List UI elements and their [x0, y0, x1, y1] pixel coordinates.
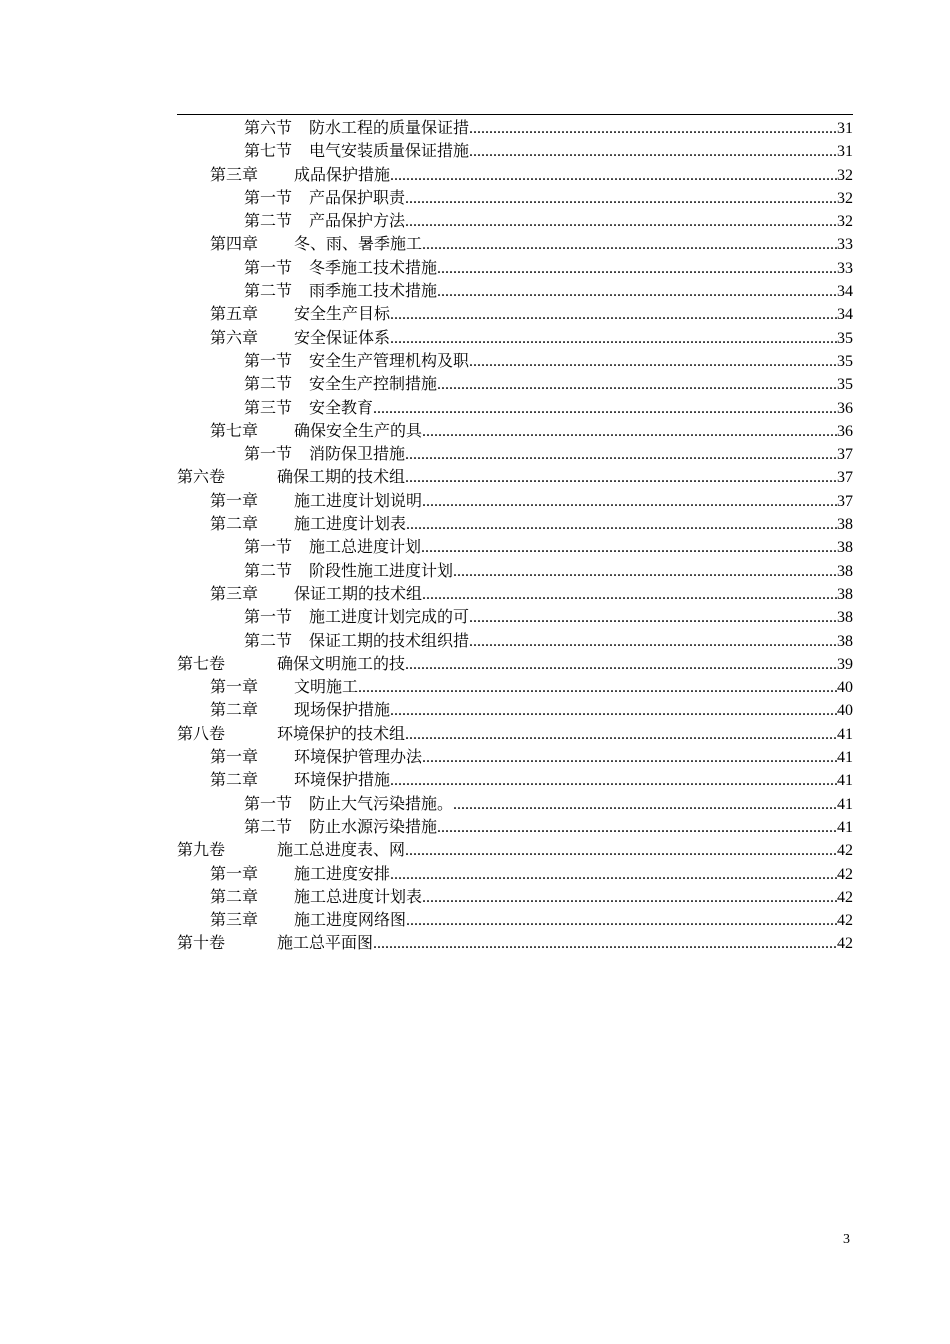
- toc-entry-number: 第六节: [244, 118, 293, 137]
- toc-dot-leader: [406, 513, 837, 536]
- toc-entry-number: 第一节: [244, 257, 293, 277]
- toc-entry[interactable]: [177, 139, 853, 162]
- toc-entry-title: 阶段性施工进度计划: [309, 560, 454, 580]
- toc-dot-leader: [405, 210, 837, 233]
- toc-entry[interactable]: [177, 372, 853, 395]
- toc-entry-page: 36: [837, 399, 853, 417]
- toc-entry-page: 35: [837, 352, 853, 370]
- toc-entry[interactable]: [177, 349, 853, 372]
- toc-entry[interactable]: [177, 163, 853, 186]
- toc-entry-number: 第一节: [244, 187, 293, 207]
- toc-entry-title: 冬季施工技术措施: [309, 257, 438, 277]
- page-number: 3: [843, 1232, 850, 1247]
- toc-entry-number: 第三章: [210, 164, 259, 184]
- toc-entry-title: 环境保护措施: [294, 770, 391, 790]
- toc-entry[interactable]: [177, 838, 853, 861]
- toc-dot-leader: [422, 490, 837, 513]
- toc-entry-number: 第一节: [244, 444, 293, 464]
- toc-entry-title: 施工总进度计划表: [294, 886, 423, 906]
- toc-entry-page: 42: [837, 935, 853, 953]
- toc-dot-leader: [406, 909, 837, 932]
- toc-entry[interactable]: [177, 908, 853, 931]
- toc-entry-page: 37: [837, 492, 853, 510]
- toc-dot-leader: [469, 350, 837, 373]
- toc-entry-number: 第一节: [244, 793, 293, 813]
- toc-entry[interactable]: [177, 512, 853, 535]
- toc-entry-page: 38: [837, 585, 853, 603]
- toc-entry-page: 39: [837, 655, 853, 673]
- toc-entry-number: 第二章: [210, 700, 259, 720]
- toc-entry[interactable]: [177, 559, 853, 582]
- toc-entry-title: 成品保护措施: [294, 164, 391, 184]
- toc-dot-leader: [405, 723, 837, 746]
- toc-dot-leader: [422, 233, 837, 256]
- toc-entry-page: 35: [837, 329, 853, 347]
- toc-entry-page: 41: [837, 795, 853, 813]
- toc-entry-page: 37: [837, 469, 853, 487]
- toc-entry-title: 防止水源污染措施: [309, 816, 438, 836]
- toc-entry[interactable]: [177, 326, 853, 349]
- toc-entry-number: 第七卷: [177, 653, 226, 673]
- toc-entry-number: 第六章: [210, 327, 259, 347]
- toc-entry[interactable]: [177, 698, 853, 721]
- toc-entry[interactable]: [177, 792, 853, 815]
- toc-dot-leader: [390, 303, 837, 326]
- toc-entry-number: 第二节: [244, 630, 293, 650]
- toc-entry[interactable]: [177, 465, 853, 488]
- toc-entry[interactable]: [177, 419, 853, 442]
- toc-dot-leader: [469, 140, 837, 163]
- toc-entry-number: 第一节: [244, 607, 293, 627]
- toc-entry-title: 安全生产控制措施: [309, 374, 438, 394]
- toc-dot-leader: [373, 397, 837, 420]
- toc-entry-page: 38: [837, 516, 853, 534]
- toc-dot-leader: [390, 863, 837, 886]
- toc-entry-number: 第三节: [244, 397, 293, 417]
- toc-dot-leader: [469, 630, 837, 653]
- toc-dot-leader: [437, 280, 837, 303]
- toc-entry[interactable]: [177, 186, 853, 209]
- toc-entry-title: 确保工期的技术组: [277, 467, 406, 487]
- toc-entry[interactable]: [177, 582, 853, 605]
- toc-entry[interactable]: [177, 675, 853, 698]
- toc-entry-page: 42: [837, 912, 853, 930]
- toc-entry-title: 环境保护的技术组: [277, 723, 406, 743]
- toc-entry-page: 41: [837, 749, 853, 767]
- toc-entry[interactable]: [177, 722, 853, 745]
- toc-entry-page: 42: [837, 865, 853, 883]
- toc-entry-page: 41: [837, 772, 853, 790]
- toc-entry-number: 第四章: [210, 234, 259, 254]
- toc-entry-number: 第二节: [244, 211, 293, 231]
- toc-entry-number: 第一节: [244, 537, 293, 557]
- toc-dot-leader: [390, 164, 837, 187]
- toc-entry-number: 第五章: [210, 304, 259, 324]
- toc-entry-page: 42: [837, 842, 853, 860]
- toc-dot-leader: [390, 769, 837, 792]
- toc-entry-page: 41: [837, 818, 853, 836]
- toc-dot-leader: [405, 466, 837, 489]
- toc-entry-title: 施工总平面图: [277, 933, 374, 953]
- toc-entry-number: 第九卷: [177, 840, 226, 860]
- toc-entry-number: 第二章: [210, 886, 259, 906]
- toc-dot-leader: [405, 839, 837, 862]
- toc-dot-leader: [373, 932, 837, 955]
- toc-entry-title: 电气安装质量保证措施: [309, 141, 470, 161]
- toc-entry-title: 确保文明施工的技: [277, 653, 406, 673]
- toc-entry[interactable]: [177, 605, 853, 628]
- toc-entry-number: 第八卷: [177, 723, 226, 743]
- toc-entry-number: 第二章: [210, 770, 259, 790]
- toc-entry-page: 32: [837, 166, 853, 184]
- toc-entry[interactable]: [177, 256, 853, 279]
- toc-entry-number: 第二节: [244, 560, 293, 580]
- toc-entry-number: 第七章: [210, 420, 259, 440]
- toc-entry-number: 第七节: [244, 141, 293, 161]
- toc-entry-title: 防止大气污染措施。: [309, 793, 454, 813]
- toc-entry-page: 38: [837, 632, 853, 650]
- toc-entry[interactable]: [177, 652, 853, 675]
- toc-entry[interactable]: [177, 116, 853, 139]
- toc-entry[interactable]: [177, 279, 853, 302]
- toc-entry-page: 33: [837, 259, 853, 277]
- toc-dot-leader: [405, 443, 837, 466]
- toc-entry-title: 施工进度计划完成的可: [309, 607, 470, 627]
- toc-entry-title: 确保安全生产的具: [294, 420, 423, 440]
- toc-entry[interactable]: [177, 396, 853, 419]
- toc-entry-title: 安全生产目标: [294, 304, 391, 324]
- toc-entry-title: 施工进度安排: [294, 863, 391, 883]
- toc-entry-title: 保证工期的技术组织措: [309, 630, 470, 650]
- toc-dot-leader: [405, 187, 837, 210]
- table-of-contents: [177, 116, 853, 955]
- toc-dot-leader: [390, 699, 837, 722]
- toc-entry-number: 第二节: [244, 374, 293, 394]
- toc-dot-leader: [422, 583, 837, 606]
- toc-entry-page: 35: [837, 376, 853, 394]
- toc-entry[interactable]: [177, 302, 853, 325]
- toc-entry-number: 第三章: [210, 910, 259, 930]
- toc-dot-leader: [437, 257, 837, 280]
- header-rule: [177, 114, 853, 115]
- toc-dot-leader: [453, 560, 837, 583]
- toc-dot-leader: [437, 816, 837, 839]
- toc-dot-leader: [422, 886, 837, 909]
- toc-entry-page: 34: [837, 283, 853, 301]
- toc-entry-page: 41: [837, 725, 853, 743]
- toc-entry-title: 施工进度网络图: [294, 910, 407, 930]
- toc-entry-number: 第十卷: [177, 933, 226, 953]
- toc-dot-leader: [421, 536, 837, 559]
- toc-entry-page: 40: [837, 679, 853, 697]
- toc-entry[interactable]: [177, 232, 853, 255]
- toc-entry-title: 施工进度计划说明: [294, 490, 423, 510]
- toc-entry-page: 32: [837, 213, 853, 231]
- toc-entry-number: 第一章: [210, 747, 259, 767]
- toc-entry-number: 第二章: [210, 514, 259, 534]
- toc-entry-page: 31: [837, 120, 853, 137]
- toc-entry-title: 产品保护方法: [309, 211, 406, 231]
- toc-dot-leader: [405, 653, 837, 676]
- toc-entry-number: 第三章: [210, 583, 259, 603]
- toc-entry-title: 雨季施工技术措施: [309, 281, 438, 301]
- toc-entry-page: 38: [837, 562, 853, 580]
- toc-entry-page: 38: [837, 609, 853, 627]
- toc-dot-leader: [390, 327, 837, 350]
- toc-entry-number: 第一章: [210, 677, 259, 697]
- toc-entry-page: 40: [837, 702, 853, 720]
- toc-entry-title: 现场保护措施: [294, 700, 391, 720]
- toc-entry-title: 环境保护管理办法: [294, 747, 423, 767]
- toc-dot-leader: [422, 746, 837, 769]
- toc-entry[interactable]: [177, 931, 853, 954]
- toc-entry[interactable]: [177, 442, 853, 465]
- toc-entry-page: 33: [837, 236, 853, 254]
- toc-entry-title: 安全生产管理机构及职: [309, 350, 470, 370]
- toc-entry-page: 32: [837, 189, 853, 207]
- toc-entry-page: 36: [837, 422, 853, 440]
- toc-entry-title: 保证工期的技术组: [294, 583, 423, 603]
- toc-entry-page: 42: [837, 888, 853, 906]
- toc-dot-leader: [469, 117, 837, 140]
- toc-entry-number: 第二节: [244, 281, 293, 301]
- toc-entry[interactable]: [177, 629, 853, 652]
- toc-dot-leader: [358, 676, 837, 699]
- toc-entry[interactable]: [177, 209, 853, 232]
- toc-entry[interactable]: [177, 862, 853, 885]
- toc-entry-number: 第一节: [244, 350, 293, 370]
- toc-dot-leader: [469, 606, 837, 629]
- toc-entry-page: 38: [837, 539, 853, 557]
- toc-entry-title: 消防保卫措施: [309, 444, 406, 464]
- toc-entry-number: 第二节: [244, 816, 293, 836]
- toc-entry-title: 产品保护职责: [309, 187, 406, 207]
- toc-entry-title: 施工总进度计划: [309, 537, 422, 557]
- toc-dot-leader: [453, 793, 837, 816]
- toc-entry[interactable]: [177, 885, 853, 908]
- toc-entry[interactable]: [177, 768, 853, 791]
- toc-entry-page: 31: [837, 143, 853, 161]
- toc-entry[interactable]: [177, 535, 853, 558]
- toc-entry-title: 文明施工: [294, 677, 359, 697]
- toc-entry-number: 第六卷: [177, 467, 226, 487]
- toc-entry[interactable]: [177, 489, 853, 512]
- toc-entry[interactable]: [177, 745, 853, 768]
- toc-entry-number: 第一章: [210, 490, 259, 510]
- toc-entry-title: 冬、雨、暑季施工: [294, 234, 423, 254]
- toc-entry-number: 第一章: [210, 863, 259, 883]
- toc-dot-leader: [437, 373, 837, 396]
- toc-entry-title: 安全保证体系: [294, 327, 391, 347]
- toc-entry-title: 安全教育: [309, 397, 374, 417]
- toc-dot-leader: [422, 420, 837, 443]
- toc-entry-page: 34: [837, 306, 853, 324]
- toc-entry-page: 37: [837, 446, 853, 464]
- toc-entry-title: 施工进度计划表: [294, 514, 407, 534]
- toc-entry-title: 防水工程的质量保证措: [309, 118, 470, 137]
- toc-entry[interactable]: [177, 815, 853, 838]
- toc-entry-title: 施工总进度表、网: [277, 840, 406, 860]
